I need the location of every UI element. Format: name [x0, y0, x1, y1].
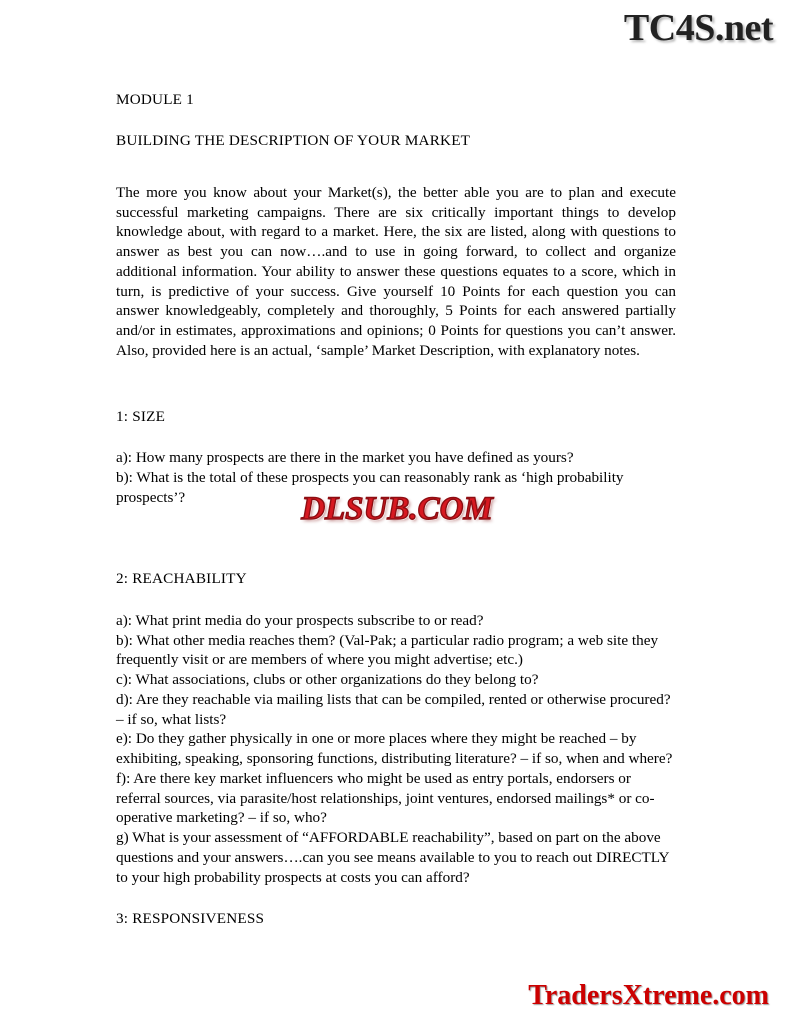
- spacer: [116, 426, 676, 448]
- question-item: d): Are they reachable via mailing lists that can be compiled, rented or otherwise procured? – if so, what lists?: [116, 690, 671, 728]
- question-item: b): What is the total of these prospects you can reasonably rank as ‘high probability prospects’?: [116, 468, 624, 506]
- question-item: c): What associations, clubs or other organizations do they belong to?: [116, 671, 539, 689]
- section-heading-size: 1: SIZE: [116, 407, 166, 425]
- section-heading-reachability: 2: REACHABILITY: [116, 570, 247, 588]
- spacer: [116, 589, 676, 611]
- spacer: [116, 361, 676, 407]
- question-list-reachability: [116, 611, 676, 888]
- spacer: [116, 151, 676, 183]
- question-item: b): What other media reaches them? (Val-Pak; a particular radio program; a web site they frequently visit or are members of where you might advertise; etc.): [116, 631, 659, 669]
- question-item: g) What is your assessment of “AFFORDABLE reachability”, based on part on the above questions and your answers….can you see means available to you to reach out DIRECTLY to your high probability prospects at costs you can afford?: [116, 829, 669, 886]
- document-title: BUILDING THE DESCRIPTION OF YOUR MARKET: [116, 132, 471, 150]
- section-heading-responsiveness: 3: RESPONSIVENESS: [116, 910, 265, 928]
- module-heading: MODULE 1: [116, 91, 194, 108]
- question-item: e): Do they gather physically in one or more places where they might be reached – by exhibiting, speaking, sponsoring functions, distributing literature? – if so, when and where?: [116, 730, 673, 768]
- watermark-center-text: DLSUB.COM: [301, 491, 493, 527]
- spacer: [116, 109, 676, 131]
- question-item: a): How many prospects are there in the market you have defined as yours?: [116, 449, 574, 467]
- spacer: [116, 887, 676, 909]
- question-item: f): Are there key market influencers who might be used as entry portals, endorsers or referral sources, via parasite/host relationships, joint ventures, endorsed mailings* or co-operative marketing? – if so, who?: [116, 769, 655, 827]
- question-item: a): What print media do your prospects subscribe to or read?: [116, 611, 484, 629]
- watermark-bottom-right: TradersXtreme.com: [528, 980, 769, 1011]
- intro-paragraph: The more you know about your Market(s), the better able you are to plan and execute successful marketing campaigns. There are six critically important things to develop knowledge about, with regard to a market. Here, the six are listed, along with questions to answer as best you can now….and to use in going forward, to collect and organize additional information. Your ability to answer these questions equates to a score, which in turn, is predictive of your success. Give yourself 10 Points for each question you can answer knowledgeably, completely and thoroughly, 5 Points for each answered partially and/or in estimates, approximations and opinions; 0 Points for questions you can’t answer. Also, provided here is an actual, ‘sample’ Market Description, with explanatory notes.: [116, 183, 676, 359]
- watermark-center: [258, 488, 536, 530]
- watermark-top-right: TC4S.net: [623, 7, 773, 49]
